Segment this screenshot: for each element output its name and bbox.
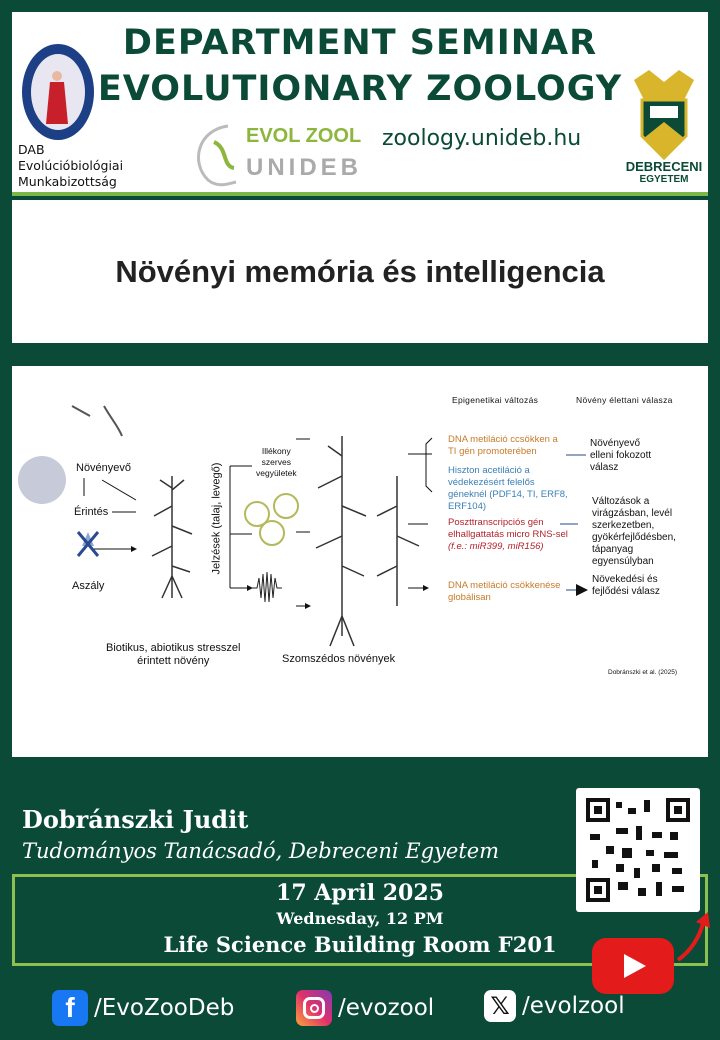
facebook-icon: f [52,990,88,1026]
text-line: Növényevő [590,438,641,449]
response-1 [590,438,651,474]
instagram-icon [296,990,332,1026]
text-line: Változások a [592,496,650,507]
social-x[interactable] [484,990,625,1022]
x-icon: 𝕏 [484,990,516,1022]
divider [12,192,708,196]
text-line: szerkezetben, [592,520,655,531]
social-facebook[interactable] [52,990,234,1026]
text-line: fejlődési válasz [592,586,660,597]
text-line: DNA metiláció ccsökken a [448,434,558,445]
academy-seal-logo [20,42,96,142]
epigenetic-change-3 [448,517,568,553]
column-header: Növény élettani válasza [576,395,673,405]
talk-title-box [12,200,708,343]
label-signals: Jelzések (talaj, levegő) [210,462,223,575]
response-2 [592,496,676,568]
text-line: ERF104) [448,501,487,512]
qr-code-pattern [586,798,690,902]
event-location: Life Science Building Room F201 [163,932,557,957]
youtube-button[interactable] [592,938,674,994]
text-line: Biotikus, abiotikus stresszel [106,642,241,654]
column-header: Epigenetikai változás [452,395,539,405]
social-handle: /evozool [338,995,435,1021]
social-handle: /EvoZooDeb [94,995,235,1021]
text-line: globálisan [448,592,491,603]
unideb-text: UNIDEB [246,154,363,181]
social-handle: /evolzool [522,993,625,1019]
text-line: vegyületek [256,468,297,478]
play-icon [592,938,674,994]
seminar-subtitle: EVOLUTIONARY ZOOLOGY [97,69,623,109]
epigenetic-change-1 [448,434,558,458]
website-link[interactable]: zoology.unideb.hu [382,126,582,151]
text-line: tápanyag [592,544,634,555]
evolzool-text: EVOL ZOOL [246,125,362,147]
caption-stressed-plant [106,642,241,668]
speaker-affiliation: Tudományos Tanácsadó, Debreceni Egyetem [22,839,500,863]
label-volatiles [256,446,297,479]
label-drought: Aszály [72,580,105,592]
dab-line: DAB [18,142,45,157]
university-crest-logo [624,66,704,162]
text-line: egyensúlyban [592,556,654,567]
social-instagram[interactable] [296,990,434,1026]
text-line: szerves [261,457,291,467]
evolzool-logo [188,122,368,188]
uni-name-line: DEBRECENI [625,159,703,174]
text-line: elhallgattatás micro RNS-sel [448,529,568,540]
text-line: (f.e.: miR399, miR156) [448,541,544,552]
epigenetic-change-2 [448,465,568,513]
text-line: DNA metiláció csökkenése [448,580,561,591]
text-line: virágzásban, levél [592,508,673,519]
figure-diagram [12,366,708,757]
arrow-icon [672,910,716,966]
text-line: Növekedési és [592,574,658,585]
text-line: érintett növény [137,655,210,667]
university-name [622,160,706,186]
text-line: Illékony [261,446,291,456]
speaker-name: Dobránszki Judit [22,805,249,834]
text-line: gyökérfejlődésben, [592,532,676,543]
epigenetic-change-4 [448,580,560,604]
caption-neighbour-plants: Szomszédos növények [282,653,396,665]
talk-title: Növényi memória és intelligencia [115,253,605,289]
response-3 [592,574,660,598]
text-line: válasz [590,462,619,473]
seminar-title: DEPARTMENT SEMINAR [122,23,598,63]
text-line: géneknél (PDF14, TI, ERF8, [448,489,568,500]
label-touch: Érintés [74,506,109,518]
lizard-icon [188,122,244,188]
label-herbivore: Növényevő [76,462,132,474]
dab-line: Evolúcióbiológiai [18,158,124,173]
text-line: Poszttranscripciós gén [448,517,544,528]
citation: Dobránszki et al. (2025) [608,669,678,676]
uni-name-line: EGYETEM [639,174,689,185]
dab-label [18,142,123,190]
event-date: 17 April 2025 [276,880,444,906]
text-line: TI gén promoterében [448,446,537,457]
event-time: Wednesday, 12 PM [276,909,444,928]
text-line: Hiszton acetiláció a [448,465,530,476]
text-line: elleni fokozott [590,450,652,461]
dab-line: Munkabizottság [18,174,117,189]
text-line: védekezésért felelős [448,477,535,488]
qr-code[interactable] [576,788,700,912]
header [12,12,708,192]
